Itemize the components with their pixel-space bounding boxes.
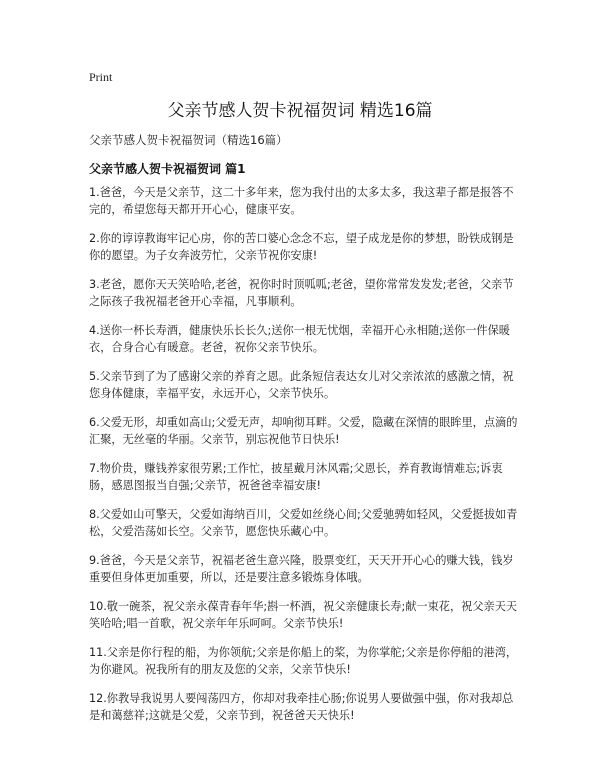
entry-5: 5.父亲节到了为了感谢父亲的养育之恩。此条短信表达女儿对父亲浓浓的感激之情，祝您身体健康，幸福平安，永远开心，父亲节快乐。 xyxy=(89,370,514,400)
section-heading: 父亲节感人贺卡祝福贺词 篇1 xyxy=(89,162,246,176)
entry-11: 11.父亲是你行程的船，为你领航;父亲是你船上的桨，为你掌舵;父亲是你停船的港湾，为你避风。祝我所有的朋友及您的父亲，父亲节快乐! xyxy=(89,646,518,676)
entry-4: 4.送你一杯长寿酒，健康快乐长长久;送你一根无忧烟，幸福开心永相随;送你一件保暖衣，合身合心有暖意。老爸，祝你父亲节快乐。 xyxy=(89,324,510,354)
page-title: 父亲节感人贺卡祝福贺词 精选16篇 xyxy=(167,101,433,121)
entry-7: 7.物价贵，赚钱养家很劳累;工作忙，披星戴月沐风霜;父恩长，养育教诲情难忘;诉衷肠，感恩图报当自强;父亲节，祝爸爸幸福安康! xyxy=(89,462,503,492)
entry-list xyxy=(89,184,521,736)
entry-12: 12.你教导我说男人要闯荡四方，你却对我牵挂心肠;你说男人要做强中强，你对我却总是和蔼慈祥;这就是父爱，父亲节到，祝爸爸天天快乐! xyxy=(89,692,514,722)
entry-3: 3.老爸，愿你天天笑哈哈,老爸，祝你时时顶呱呱;老爸，望你常常发发发;老爸，父亲节之际孩子我祝福老爸开心幸福，凡事顺利。 xyxy=(89,278,514,308)
entry-9: 9.爸爸，今天是父亲节，祝福老爸生意兴隆，股票变红，天天开开心心的赚大钱，钱岁重要但身体更加重要，所以，还是要注意多锻炼身体哦。 xyxy=(89,554,514,584)
entry-10: 10.敬一碗茶，祝父亲永葆青春年华;斟一杯酒，祝父亲健康长寿;献一束花，祝父亲天天笑哈哈;唱一首歌，祝父亲年年乐呵呵。父亲节快乐! xyxy=(89,600,518,630)
print-link[interactable]: Print xyxy=(89,70,113,84)
entry-1: 1.爸爸，今天是父亲节，这二十多年来，您为我付出的太多太多，我这辈子都是报答不完的，希望您每天都开开心心，健康平安。 xyxy=(89,186,514,216)
entry-8: 8.父爱如山可擎天，父爱如海纳百川，父爱如丝绕心间;父爱驰骋如轻风，父爱挺拔如青松，父爱浩荡如长空。父亲节，愿您快乐藏心中。 xyxy=(89,508,518,538)
entry-6: 6.父爱无形，却重如高山;父爱无声，却响彻耳畔。父爱，隐藏在深情的眼眸里，点滴的汇聚，无丝毫的华丽。父亲节，别忘祝他节日快乐! xyxy=(89,416,518,446)
entry-2: 2.你的谆谆教诲牢记心房，你的苦口婆心念念不忘，望子成龙是你的梦想，盼铁成钢是你的愿望。为子女奔波劳忙，父亲节祝你安康! xyxy=(89,232,514,262)
subtitle: 父亲节感人贺卡祝福贺词（精选16篇） xyxy=(89,133,288,147)
